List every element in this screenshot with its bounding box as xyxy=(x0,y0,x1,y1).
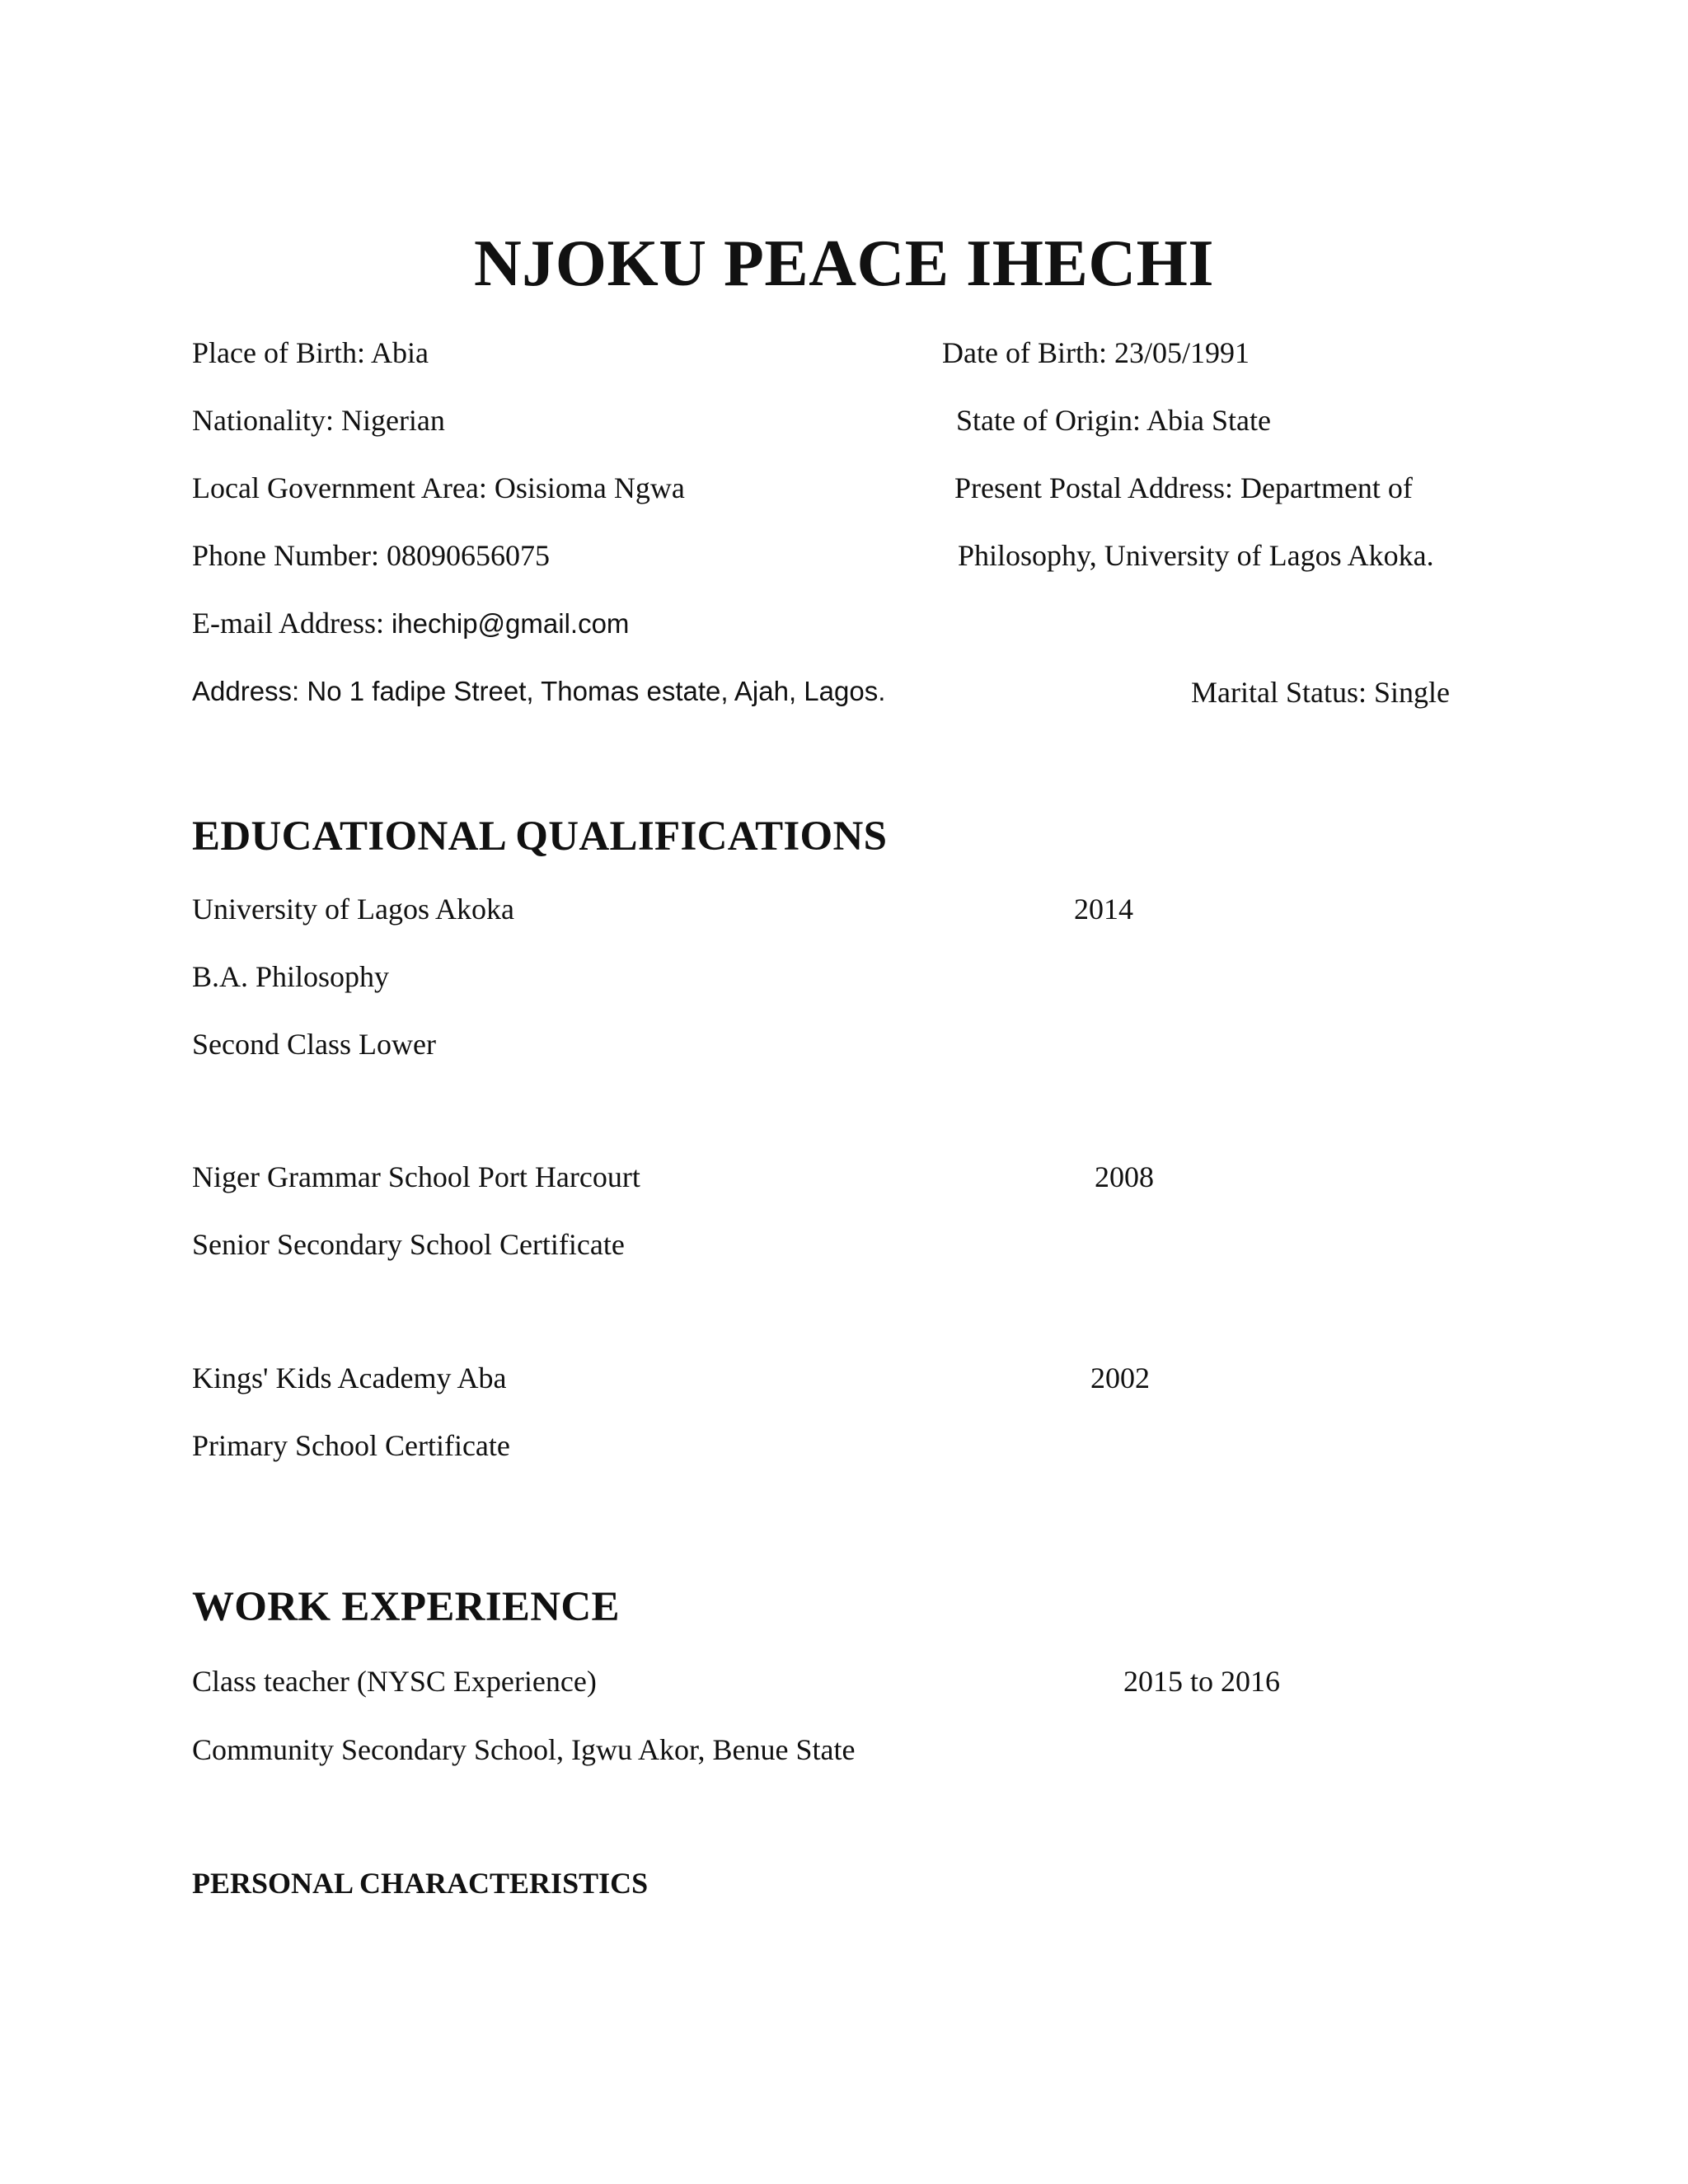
education-certificate: Senior Secondary School Certificate xyxy=(192,1228,625,1261)
home-address: Address: No 1 fadipe Street, Thomas estate, Ajah, Lagos. xyxy=(192,676,886,706)
work-place: Community Secondary School, Igwu Akor, Benue State xyxy=(192,1733,856,1766)
work-role: Class teacher (NYSC Experience) xyxy=(192,1665,597,1698)
education-school: Kings' Kids Academy Aba xyxy=(192,1361,507,1394)
education-degree: B.A. Philosophy xyxy=(192,960,390,993)
state-of-origin: State of Origin: Abia State xyxy=(956,404,1271,437)
education-school: University of Lagos Akoka xyxy=(192,893,514,926)
work-heading: WORK EXPERIENCE xyxy=(192,1584,620,1630)
education-year: 2014 xyxy=(1074,893,1133,926)
email-label: E-mail Address: xyxy=(192,607,392,640)
education-class: Second Class Lower xyxy=(192,1028,436,1061)
postal-address-line-2: Philosophy, University of Lagos Akoka. xyxy=(958,539,1434,572)
education-year: 2008 xyxy=(1095,1160,1154,1193)
place-of-birth: Place of Birth: Abia xyxy=(192,336,429,369)
education-heading: EDUCATIONAL QUALIFICATIONS xyxy=(192,813,888,860)
marital-status: Marital Status: Single xyxy=(1191,676,1450,709)
nationality: Nationality: Nigerian xyxy=(192,404,445,437)
local-government-area: Local Government Area: Osisioma Ngwa xyxy=(192,471,685,504)
education-school: Niger Grammar School Port Harcourt xyxy=(192,1160,640,1193)
date-of-birth: Date of Birth: 23/05/1991 xyxy=(942,336,1250,369)
work-period: 2015 to 2016 xyxy=(1123,1665,1281,1698)
personal-characteristics-heading: PERSONAL CHARACTERISTICS xyxy=(192,1867,649,1900)
postal-address-line-1: Present Postal Address: Department of xyxy=(954,471,1413,504)
education-certificate: Primary School Certificate xyxy=(192,1429,510,1462)
education-year: 2002 xyxy=(1090,1361,1150,1394)
page-title: NJOKU PEACE IHECHI xyxy=(474,227,1214,300)
email-address xyxy=(192,608,629,638)
phone-number: Phone Number: 08090656075 xyxy=(192,539,550,572)
email-value: ihechip@gmail.com xyxy=(391,608,630,639)
